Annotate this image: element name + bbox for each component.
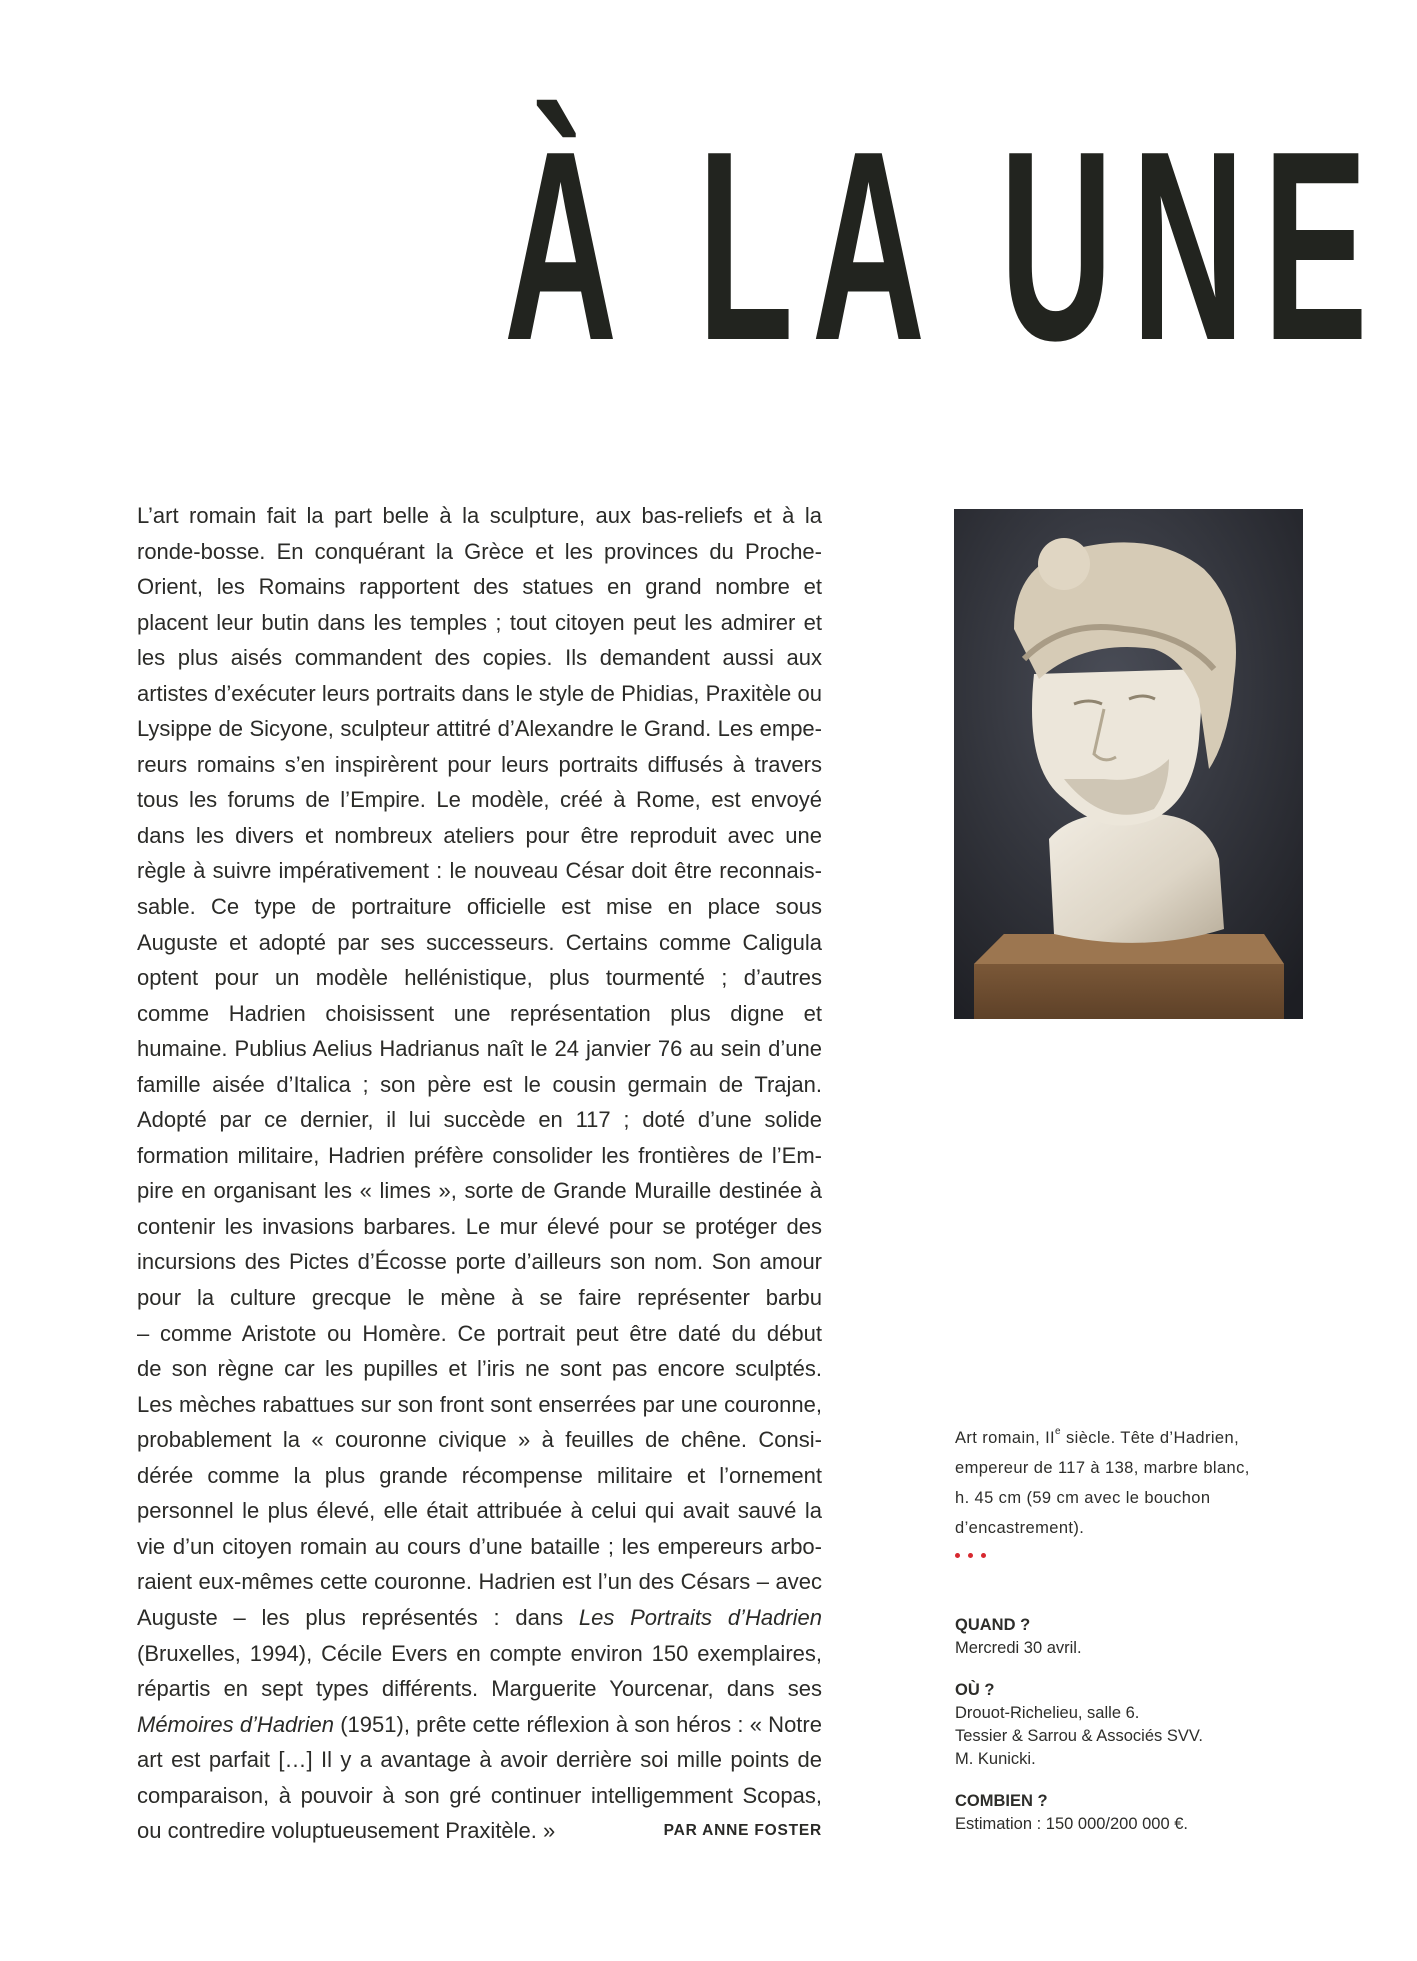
text-segment: formation militaire, Hadrien préfère consolider les frontières de l’Em- [137,1142,822,1168]
text-line [137,1102,822,1138]
text-line [137,1173,822,1209]
text-segment: pour la culture grecque le mène à se faire représenter barbu [137,1285,822,1311]
auction-info [955,1614,1355,1855]
text-line [137,960,822,996]
text-line [137,1742,822,1778]
text-line [137,1422,822,1458]
text-segment: placent leur butin dans les temples ; tout citoyen peut les admirer et [137,609,822,635]
text-segment: (1951), prête cette réflexion à son héros : « Notre [333,1711,822,1737]
text-line [137,711,822,747]
text-line [137,853,822,889]
when-value: Mercredi 30 avril. [955,1639,1082,1657]
text-segment: contenir les invasions barbares. Le mur élevé pour se protéger des [137,1213,822,1239]
text-line [137,569,822,605]
text-line [137,1778,822,1814]
text-segment: Auguste et adopté par ses successeurs. Certains comme Caligula [137,929,822,955]
text-segment: – comme Aristote ou Homère. Ce portrait peut être daté du début [137,1320,822,1346]
where-value: M. Kunicki. [955,1750,1036,1768]
text-line [137,1600,822,1636]
text-line [137,498,822,534]
text-line [137,1031,822,1067]
text-segment: ou contredire voluptueusement Praxitèle. » [137,1818,556,1844]
price-label: COMBIEN ? [955,1792,1048,1810]
caption-superscript: e [1055,1426,1062,1437]
caption-text: empereur de 117 à 138, marbre blanc, [955,1459,1250,1477]
text-line [137,1636,822,1672]
text-segment: règle à suivre impérativement : le nouveau César doit être reconnais- [137,858,822,884]
italic-title: Mémoires d’Hadrien [137,1711,334,1737]
text-segment: humaine. Publius Aelius Hadrianus naît le 24 janvier 76 au sein d’une [137,1036,822,1062]
text-segment: répartis en sept types différents. Marguerite Yourcenar, dans ses [137,1676,822,1702]
text-segment: Adopté par ce dernier, il lui succède en 117 ; doté d’une solide [137,1107,822,1133]
text-segment: Lysippe de Sicyone, sculpteur attitré d’Alexandre le Grand. Les empe- [137,716,822,742]
text-segment: famille aisée d’Italica ; son père est le cousin germain de Trajan. [137,1071,822,1097]
article-body [137,498,822,1849]
price-value: Estimation : 150 000/200 000 €. [955,1815,1188,1833]
text-line [137,1458,822,1494]
text-segment: (Bruxelles, 1994), Cécile Evers en compte environ 150 exemplaires, [137,1640,822,1666]
text-segment: optent pour un modèle hellénistique, plus tourmenté ; d’autres [137,965,822,991]
text-segment: de son règne car les pupilles et l’iris ne sont pas encore sculptés. [137,1356,822,1382]
text-segment: art est parfait […] Il y a avantage à avoir derrière soi mille points de [137,1747,822,1773]
text-segment: L’art romain fait la part belle à la sculpture, aux bas-reliefs et à la [137,503,822,528]
text-line [137,1529,822,1565]
text-segment: les plus aisés commandent des copies. Ils demandent aussi aux [137,645,822,671]
text-segment: dans les divers et nombreux ateliers pour être reproduit avec une [137,822,822,848]
ellipsis-dots-divider [955,1553,986,1558]
text-segment: comme Hadrien choisissent une représentation plus digne et [137,1000,822,1026]
photo-caption [955,1423,1315,1543]
text-segment: artistes d’exécuter leurs portraits dans le style de Phidias, Praxitèle ou [137,680,822,706]
text-segment: ronde-bosse. En conquérant la Grèce et les provinces du Proche- [137,538,822,564]
text-line [137,925,822,961]
when-label: QUAND ? [955,1616,1031,1634]
caption-text: siècle. Tête d’Hadrien, [1061,1429,1240,1447]
text-line [137,1493,822,1529]
text-line [137,1138,822,1174]
text-line [137,640,822,676]
text-segment: comparaison, à pouvoir à son gré continuer intelligemment Scopas, [137,1782,822,1808]
text-line [137,1387,822,1423]
text-line [137,676,822,712]
text-line [137,1209,822,1245]
author-byline: PAR ANNE FOSTER [663,1822,822,1840]
text-line [137,747,822,783]
text-line [137,1316,822,1352]
caption-text: Art romain, II [955,1429,1056,1447]
caption-text: d’encastrement). [955,1519,1085,1537]
text-segment: dérée comme la plus grande récompense militaire et l’ornement [137,1462,822,1488]
page-title: À LA UNE [504,96,1387,397]
text-line [137,1244,822,1280]
text-line [137,1280,822,1316]
text-segment: probablement la « couronne civique » à feuilles de chêne. Consi- [137,1427,822,1453]
text-segment: incursions des Pictes d’Écosse porte d’ailleurs son nom. Son amour [137,1249,822,1275]
text-line [137,889,822,925]
text-line [137,605,822,641]
text-line [137,782,822,818]
text-segment: pire en organisant les « limes », sorte de Grande Muraille destinée à [137,1178,822,1204]
text-line [137,1707,822,1743]
text-line [137,1067,822,1103]
text-segment: tous les forums de l’Empire. Le modèle, créé à Rome, est envoyé [137,787,822,813]
where-value: Drouot-Richelieu, salle 6. [955,1704,1140,1722]
where-label: OÙ ? [955,1681,995,1699]
text-line [137,996,822,1032]
text-line [137,1671,822,1707]
text-segment: raient eux-mêmes cette couronne. Hadrien est l’un des Césars – avec [137,1569,822,1595]
text-line [137,1351,822,1387]
text-segment: vie d’un citoyen romain au cours d’une bataille ; les empereurs arbo- [137,1533,822,1559]
italic-title: Les Portraits d’Hadrien [578,1604,822,1630]
text-line [137,1813,822,1849]
where-value: Tessier & Sarrou & Associés SVV. [955,1727,1203,1745]
text-segment: sable. Ce type de portraiture officielle est mise en place sous [137,894,822,920]
text-segment: personnel le plus élevé, elle était attribuée à celui qui avait sauvé la [137,1498,822,1524]
text-segment: reurs romains s’en inspirèrent pour leurs portraits diffusés à travers [137,751,822,777]
text-line [137,818,822,854]
text-segment: Les mèches rabattues sur son front sont enserrées par une couronne, [137,1391,822,1417]
caption-text: h. 45 cm (59 cm avec le bouchon [955,1489,1211,1507]
text-segment: Auguste – les plus représentés : dans [137,1604,579,1630]
text-line [137,1564,822,1600]
text-segment: Orient, les Romains rapportent des statues en grand nombre et [137,574,822,600]
hadrian-bust-photo [954,509,1303,1019]
text-line [137,534,822,570]
